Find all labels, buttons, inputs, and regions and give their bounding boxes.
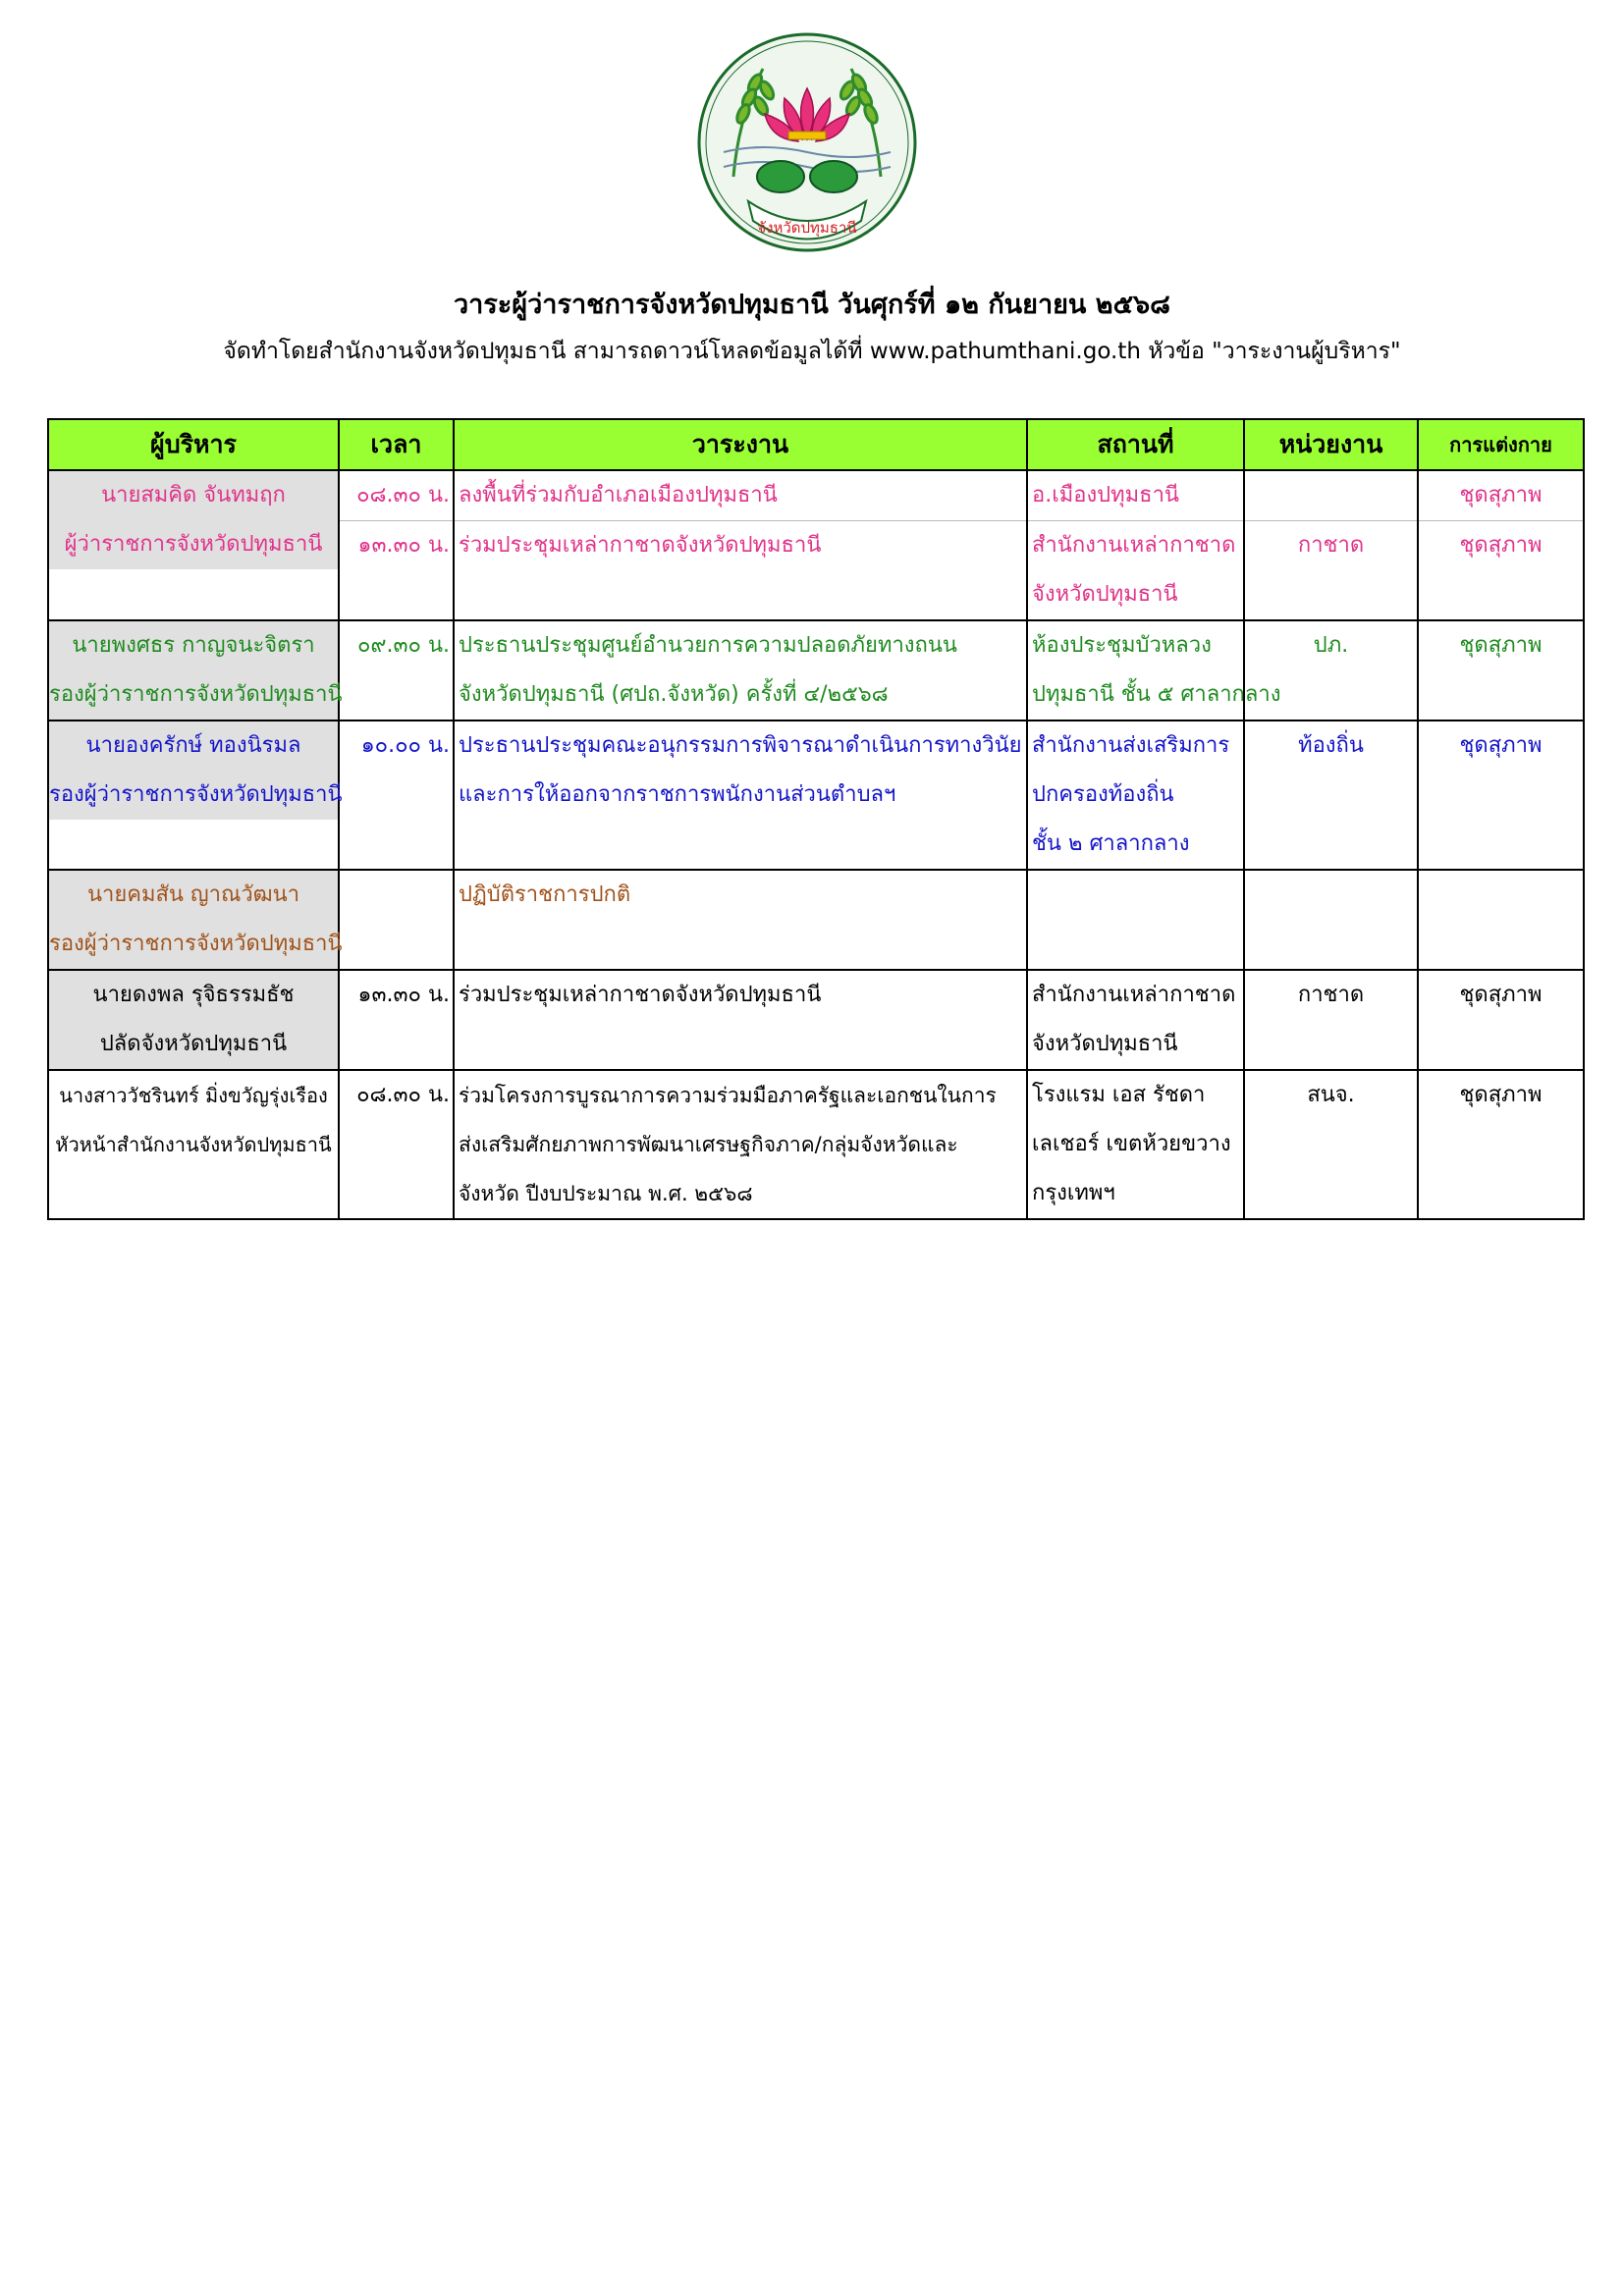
dress-cell bbox=[1418, 470, 1584, 521]
time-value: ๐๙.๓๐ น. bbox=[356, 633, 450, 658]
location-line: จังหวัดปทุมธานี bbox=[1032, 582, 1178, 607]
agenda-line: จังหวัด ปีงบประมาณ พ.ศ. ๒๕๖๘ bbox=[459, 1182, 753, 1205]
dress-value bbox=[1419, 871, 1583, 920]
agenda-table bbox=[47, 418, 1585, 1220]
time-cell bbox=[339, 620, 454, 721]
page-subtitle: จัดทำโดยสำนักงานจังหวัดปทุมธานี สามารถดาวน์โหลดข้อมูลได้ที่ www.pathumthani.go.th หัวข้อ "วาระงานผู้บริหาร" bbox=[223, 339, 1401, 364]
column-header-agenda: วาระงาน bbox=[454, 419, 1027, 470]
location-cell bbox=[1027, 1070, 1244, 1219]
dress-cell bbox=[1418, 970, 1584, 1070]
location-line: เลเชอร์ เขตห้วยขวาง bbox=[1032, 1132, 1231, 1156]
executive-name: นางสาววัชรินทร์ มิ่งขวัญรุ่งเรือง bbox=[59, 1084, 328, 1107]
time-cell bbox=[339, 521, 454, 621]
executive-position: รองผู้ว่าราชการจังหวัดปทุมธานี bbox=[49, 670, 338, 720]
dress-cell bbox=[1418, 721, 1584, 870]
unit-cell bbox=[1244, 970, 1418, 1070]
agenda-cell bbox=[454, 521, 1027, 621]
executive-position: รองผู้ว่าราชการจังหวัดปทุมธานี bbox=[49, 771, 338, 820]
column-header-time: เวลา bbox=[339, 419, 454, 470]
unit-value bbox=[1245, 871, 1417, 920]
unit-value: กาชาด bbox=[1297, 533, 1365, 558]
location-line: อ.เมืองปทุมธานี bbox=[1032, 483, 1179, 507]
executive-cell bbox=[48, 970, 339, 1070]
time-cell bbox=[339, 970, 454, 1070]
dress-value: ชุดสุภาพ bbox=[1459, 633, 1543, 658]
table-row bbox=[48, 470, 1584, 521]
agenda-cell bbox=[454, 1070, 1027, 1219]
executive-name: นายสมคิด จันทมฤก bbox=[49, 471, 338, 520]
time-cell bbox=[339, 721, 454, 870]
executive-cell bbox=[48, 1070, 339, 1219]
table-header-row bbox=[48, 419, 1584, 470]
time-value bbox=[340, 871, 453, 920]
unit-value: กาชาด bbox=[1297, 983, 1365, 1007]
dress-value: ชุดสุภาพ bbox=[1459, 983, 1543, 1007]
unit-cell bbox=[1244, 470, 1418, 521]
executive-name: นายดงพล รุจิธรรมธัช bbox=[49, 971, 338, 1020]
time-cell bbox=[339, 1070, 454, 1219]
agenda-line: ปฏิบัติราชการปกติ bbox=[459, 882, 631, 907]
time-value: ๑๓.๓๐ น. bbox=[357, 983, 450, 1007]
location-line: ปทุมธานี ชั้น ๕ ศาลากลาง bbox=[1032, 682, 1281, 707]
location-line: โรงแรม เอส รัชดา bbox=[1032, 1083, 1206, 1107]
location-line: สำนักงานส่งเสริมการ bbox=[1032, 733, 1230, 758]
time-cell bbox=[339, 870, 454, 970]
column-header-location: สถานที่ bbox=[1027, 419, 1244, 470]
unit-value: สนจ. bbox=[1307, 1083, 1355, 1107]
page-title: วาระผู้ว่าราชการจังหวัดปทุมธานี วันศุกร์ที่ ๑๒ กันยายน ๒๕๖๘ bbox=[453, 290, 1170, 320]
agenda-line: จังหวัดปทุมธานี (ศปถ.จังหวัด) ครั้งที่ ๔/๒๕๖๘ bbox=[459, 682, 889, 707]
dress-cell bbox=[1418, 521, 1584, 621]
province-seal-logo bbox=[694, 29, 920, 255]
location-cell bbox=[1027, 970, 1244, 1070]
agenda-cell bbox=[454, 470, 1027, 521]
location-cell bbox=[1027, 870, 1244, 970]
dress-value: ชุดสุภาพ bbox=[1459, 733, 1543, 758]
executive-name: นายคมสัน ญาณวัฒนา bbox=[49, 871, 338, 920]
unit-value: ปภ. bbox=[1313, 633, 1349, 658]
location-line: ห้องประชุมบัวหลวง bbox=[1032, 633, 1212, 658]
unit-cell bbox=[1244, 721, 1418, 870]
executive-name: นายองครักษ์ ทองนิรมล bbox=[49, 721, 338, 771]
table-row bbox=[48, 721, 1584, 870]
dress-cell bbox=[1418, 870, 1584, 970]
agenda-cell bbox=[454, 620, 1027, 721]
agenda-cell bbox=[454, 970, 1027, 1070]
dress-value: ชุดสุภาพ bbox=[1459, 533, 1543, 558]
executive-cell bbox=[48, 620, 343, 721]
agenda-line: ลงพื้นที่ร่วมกับอำเภอเมืองปทุมธานี bbox=[459, 483, 778, 507]
unit-cell bbox=[1244, 521, 1418, 621]
time-cell bbox=[339, 470, 454, 521]
agenda-line: ร่วมโครงการบูรณาการความร่วมมือภาครัฐและเอกชนในการ bbox=[459, 1084, 997, 1107]
executive-cell bbox=[48, 721, 343, 870]
dress-value: ชุดสุภาพ bbox=[1459, 1083, 1543, 1107]
agenda-line: และการให้ออกจากราชการพนักงานส่วนตำบลฯ bbox=[459, 782, 896, 807]
location-line: ชั้น ๒ ศาลากลาง bbox=[1032, 831, 1190, 856]
column-header-executive: ผู้บริหาร bbox=[48, 419, 339, 470]
unit-value bbox=[1245, 471, 1417, 520]
location-cell bbox=[1027, 620, 1281, 721]
table-row bbox=[48, 1070, 1584, 1219]
column-header-dress: การแต่งกาย bbox=[1418, 419, 1584, 470]
seal-text: จังหวัดปทุมธานี bbox=[757, 219, 857, 237]
location-cell bbox=[1027, 521, 1244, 621]
time-value: ๑๐.๐๐ น. bbox=[360, 733, 450, 758]
agenda-line: ร่วมประชุมเหล่ากาชาดจังหวัดปทุมธานี bbox=[459, 533, 822, 558]
executive-position: รองผู้ว่าราชการจังหวัดปทุมธานี bbox=[49, 920, 338, 969]
agenda-line: ส่งเสริมศักยภาพการพัฒนาเศรษฐกิจภาค/กลุ่มจังหวัดและ bbox=[459, 1133, 958, 1156]
time-value: ๐๘.๓๐ น. bbox=[356, 1083, 450, 1107]
executive-name: นายพงศธร กาญจนะจิตรา bbox=[49, 621, 338, 670]
location-cell bbox=[1027, 721, 1244, 870]
executive-position: ผู้ว่าราชการจังหวัดปทุมธานี bbox=[49, 520, 338, 569]
unit-cell bbox=[1244, 870, 1418, 970]
time-value: ๑๓.๓๐ น. bbox=[357, 533, 450, 558]
dress-cell bbox=[1418, 1070, 1584, 1219]
agenda-line: ร่วมประชุมเหล่ากาชาดจังหวัดปทุมธานี bbox=[459, 983, 822, 1007]
executive-cell bbox=[48, 870, 343, 970]
agenda-line: ประธานประชุมศูนย์อำนวยการความปลอดภัยทางถนน bbox=[459, 633, 957, 658]
agenda-cell bbox=[454, 870, 1027, 970]
location-line: ปกครองท้องถิ่น bbox=[1032, 782, 1174, 807]
unit-cell bbox=[1244, 1070, 1418, 1219]
table-row bbox=[48, 970, 1584, 1070]
location-line: สำนักงานเหล่ากาชาด bbox=[1032, 983, 1236, 1007]
location-line: กรุงเทพฯ bbox=[1032, 1181, 1115, 1205]
table-row bbox=[48, 620, 1584, 721]
executive-position: หัวหน้าสำนักงานจังหวัดปทุมธานี bbox=[55, 1133, 332, 1156]
executive-position: ปลัดจังหวัดปทุมธานี bbox=[49, 1020, 338, 1069]
location-line: สำนักงานเหล่ากาชาด bbox=[1032, 533, 1236, 558]
agenda-line: ประธานประชุมคณะอนุกรรมการพิจารณาดำเนินการทางวินัย bbox=[459, 733, 1022, 758]
dress-value: ชุดสุภาพ bbox=[1459, 483, 1543, 507]
location-cell bbox=[1027, 470, 1244, 521]
unit-value: ท้องถิ่น bbox=[1298, 733, 1364, 758]
agenda-cell bbox=[454, 721, 1027, 870]
executive-cell bbox=[48, 470, 339, 620]
table-row bbox=[48, 870, 1584, 970]
dress-cell bbox=[1418, 620, 1584, 721]
time-value: ๐๘.๓๐ น. bbox=[356, 483, 450, 507]
column-header-unit: หน่วยงาน bbox=[1244, 419, 1418, 470]
location-line: จังหวัดปทุมธานี bbox=[1032, 1032, 1178, 1056]
